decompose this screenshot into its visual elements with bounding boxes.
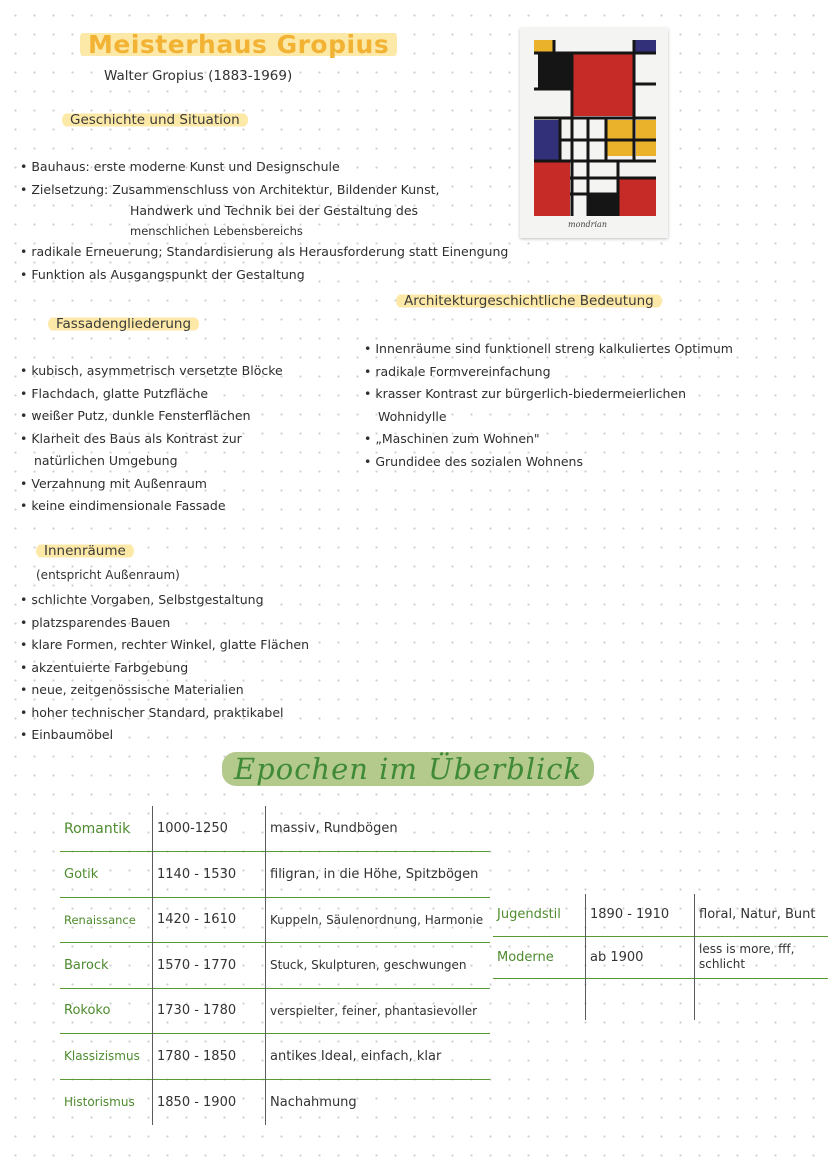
epoch-name: Rokoko (60, 988, 153, 1034)
table-row (60, 897, 490, 943)
epoch-name (493, 978, 586, 1020)
list-item: • Bauhaus: erste moderne Kunst und Designschule (20, 156, 508, 179)
list-item: • radikale Formvereinfachung (364, 361, 733, 384)
epoch-dates: 1000-1250 (153, 806, 266, 852)
list-item: • neue, zeitgenössische Materialien (20, 679, 309, 702)
epoch-description: Stuck, Skulpturen, geschwungen (270, 958, 467, 973)
heading-innen-text: Innenräume (36, 543, 134, 559)
poster-signature: mondrian (568, 220, 607, 229)
epoch-name: Moderne (493, 936, 586, 978)
list-item: • Verzahnung mit Außenraum (20, 473, 283, 496)
list-item: • Funktion als Ausgangspunkt der Gestaltung (20, 264, 508, 287)
list-item: • Einbaumöbel (20, 724, 309, 747)
epoch-name: Gotik (60, 852, 153, 898)
list-item: • radikale Erneuerung; Standardisierung als Herausforderung statt Einengung (20, 241, 508, 264)
epoch-description: massiv, Rundbögen (270, 821, 398, 836)
mondrian-composition (520, 28, 668, 238)
mondrian-yellow-block-small (534, 40, 554, 52)
epoch-name: Barock (60, 943, 153, 989)
list-innen (20, 589, 309, 747)
table-row (493, 936, 828, 978)
epochen-table-right (493, 894, 828, 1020)
epoch-name: Romantik (60, 806, 153, 852)
list-item: • klare Formen, rechter Winkel, glatte Flächen (20, 634, 309, 657)
table-row (60, 1034, 490, 1080)
mondrian-poster (520, 28, 668, 238)
table-row (60, 988, 490, 1034)
mondrian-red-block (534, 162, 570, 216)
epoch-dates: 1730 - 1780 (153, 988, 266, 1034)
page-title (80, 30, 397, 59)
epoch-dates: 1850 - 1900 (153, 1079, 266, 1125)
mondrian-blue-block-small (634, 40, 656, 52)
heading-innen (36, 543, 134, 559)
table-row (60, 852, 490, 898)
epoch-dates: ab 1900 (586, 936, 695, 978)
epochen-title (222, 752, 594, 786)
epochen-table-left (60, 806, 490, 1125)
heading-architektur (396, 293, 662, 309)
epoch-name: Jugendstil (493, 894, 586, 936)
mondrian-black-block (538, 54, 572, 88)
epoch-description: Nachahmung (270, 1094, 357, 1110)
list-item: • Grundidee des sozialen Wohnens (364, 451, 733, 474)
list-item: • Klarheit des Baus als Kontrast zur (20, 428, 283, 451)
list-item: • platzsparendes Bauen (20, 612, 309, 635)
list-item: • Zielsetzung: Zusammenschluss von Architektur, Bildender Kunst, (20, 179, 508, 202)
list-item: • krasser Kontrast zur bürgerlich-biedermeierlichen (364, 383, 733, 406)
table-row (493, 894, 828, 936)
heading-geschichte (62, 112, 248, 128)
table-row (493, 978, 828, 1020)
list-item: • hoher technischer Standard, praktikabel (20, 702, 309, 725)
list-item: • „Maschinen zum Wohnen" (364, 428, 733, 451)
mondrian-black-block-2 (588, 194, 618, 216)
list-architektur (364, 338, 733, 473)
list-fassade (20, 360, 283, 518)
list-item: • akzentuierte Farbgebung (20, 657, 309, 680)
epoch-dates: 1570 - 1770 (153, 943, 266, 989)
epoch-dates: 1140 - 1530 (153, 852, 266, 898)
heading-fassade-text: Fassadengliederung (48, 316, 199, 332)
epoch-dates: 1780 - 1850 (153, 1034, 266, 1080)
table-row (60, 1079, 490, 1125)
mondrian-red-block-2 (618, 178, 656, 216)
epoch-dates (586, 978, 695, 1020)
epochen-title-text: Epochen im Überblick (222, 752, 594, 786)
mondrian-blue-block (534, 120, 560, 162)
epoch-description: antikes Ideal, einfach, klar (270, 1048, 442, 1064)
table-row (60, 806, 490, 852)
page-title-text: Meisterhaus Gropius (80, 30, 397, 59)
heading-fassade (48, 316, 199, 332)
list-item: • weißer Putz, dunkle Fensterflächen (20, 405, 283, 428)
mondrian-yellow-block-2 (636, 120, 656, 156)
list-item-continuation: natürlichen Umgebung (34, 453, 178, 468)
epoch-description: Kuppeln, Säulenordnung, Harmonie (270, 912, 484, 927)
innen-note: (entspricht Außenraum) (36, 568, 180, 582)
epoch-description: less is more, fff, schlicht (699, 942, 795, 971)
list-item: • Flachdach, glatte Putzfläche (20, 383, 283, 406)
list-item: • keine eindimensionale Fassade (20, 495, 283, 518)
epoch-name: Klassizismus (60, 1034, 153, 1080)
epoch-dates: 1420 - 1610 (153, 897, 266, 943)
list-geschichte (20, 156, 508, 286)
epoch-name: Historismus (60, 1079, 153, 1125)
epoch-description: floral, Natur, Bunt (699, 907, 816, 923)
list-item-continuation: Handwerk und Technik bei der Gestaltung des (130, 203, 419, 218)
list-item: • kubisch, asymmetrisch versetzte Blöcke (20, 360, 283, 383)
list-item: • schlichte Vorgaben, Selbstgestaltung (20, 589, 309, 612)
mondrian-red-block-large (572, 54, 634, 116)
table-row (60, 943, 490, 989)
epoch-dates: 1890 - 1910 (586, 894, 695, 936)
list-item-continuation: menschlichen Lebensbereichs (130, 224, 303, 238)
epoch-description: filigran, in die Höhe, Spitzbögen (270, 866, 479, 882)
epoch-description (695, 978, 828, 1020)
list-item: • Innenräume sind funktionell streng kalkuliertes Optimum (364, 338, 733, 361)
page-subtitle: Walter Gropius (1883-1969) (104, 68, 293, 84)
mondrian-yellow-block (606, 120, 634, 156)
epoch-description: verspielter, feiner, phantasievoller (270, 1003, 478, 1018)
heading-architektur-text: Architekturgeschichtliche Bedeutung (396, 293, 662, 309)
heading-geschichte-text: Geschichte und Situation (62, 112, 248, 128)
epoch-name: Renaissance (60, 897, 153, 943)
list-item-continuation: Wohnidylle (378, 408, 447, 424)
